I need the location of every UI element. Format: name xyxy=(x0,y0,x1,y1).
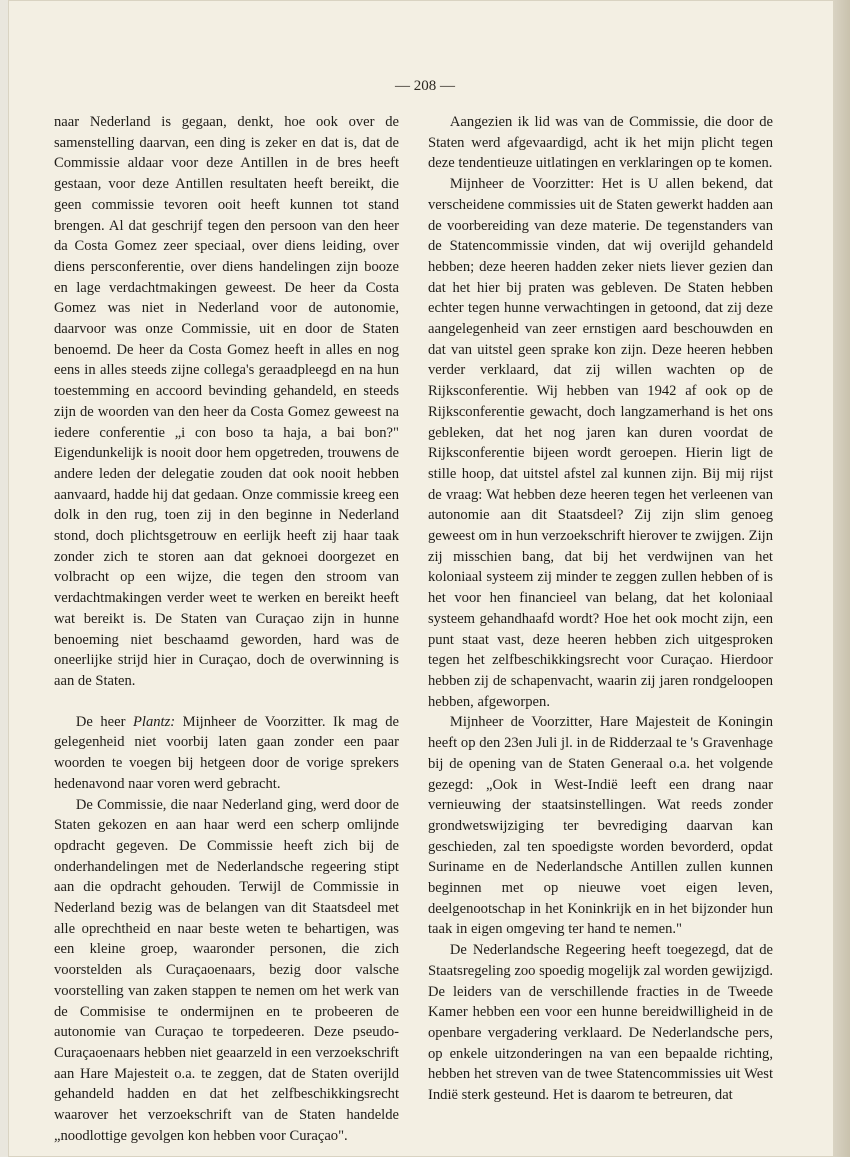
right-paragraph-1: Aangezien ik lid was van de Commissie, die door de Staten werd afgevaardigd, acht ik het mijn plicht tegen deze tendentieuze uitlatingen en verklaringen op te komen. xyxy=(428,114,773,172)
left-column xyxy=(54,112,399,1146)
speaker-name: Plantz: xyxy=(132,713,176,730)
page-number: — 208 — xyxy=(395,78,455,94)
right-paragraph-2: Mijnheer de Voorzitter: Het is U allen bekend, dat verscheidene commissies uit de Staten gewerkt hadden aan de voorbereiding van deze materie. De tegenstanders van de Statencommissie vinden, dat wij overijld gehandeld hebben; deze heeren hadden zeker niets liever gezien dan dat het hier bij praten was gebleven. De Staten hebben echter tegen hunne verwachtingen in getoond, dat zij deze aangelegenheid van zeer ernstigen aard beschouwden en dat van uitstel geen sprake kon zijn. Deze heeren hebben verder verklaard, dat zij willen wachten op de Rijksconferentie. Wij hebben van 1942 af ook op de Rijksconferentie gewacht, doch langzamerhand is het ons gebleken, dat het nog jaren kan duren voordat de Rijksconferentie bijeen wordt geroepen. Hierin ligt de stille hoop, dat uitstel afstel zal kunnen zijn. Bij mij rijst de vraag: Wat hebben deze heeren tegen het verleenen van autonomie aan dit Staatsdeel? Zij zijn slim genoeg geweest om in hun verzoekschrift hierover te zwijgen. Zijn zij misschien bang, dat bij het verdwijnen van het koloniaal systeem zij minder te zeggen zullen hebben of is het voor hen financieel van belang, dat het koloniaal systeem gehandhaafd wordt? Hoe het ook mocht zijn, een punt staat vast, deze heeren hebben zich uitgesproken tegen het zelfbeschikkingsrecht voor Curaçao. Hierdoor hebben zij de schapenvacht, waarin zij jaren rondgeloopen hebben, afgeworpen. xyxy=(428,176,773,710)
right-paragraph-4: De Nederlandsche Regeering heeft toegezegd, dat de Staatsregeling zoo spoedig mogelijk zal worden gewijzigd. De leiders van de verschillende fracties in de Tweede Kamer hebben een voor een hunne bereidwilligheid in de openbare vergadering verklaard. De Nederlandsche pers, op enkele uitzonderingen na van een bepaalde richting, hebben het streven van de twee Statencommissies uit West Indië sterk gesteund. Het is daarom te betreuren, dat xyxy=(428,942,773,1104)
speaker-text: Mijnheer de Voorzitter. Ik mag de gelegenheid niet voorbij laten gaan zonder een paar woorden te voegen bij hetgeen door de vorige sprekers hedenavond naar voren werd gebracht. xyxy=(54,713,399,792)
right-column xyxy=(428,112,773,1106)
left-paragraph-1: naar Nederland is gegaan, denkt, hoe ook over de samenstelling daarvan, een ding is zeker en dat is, dat de Commissie aldaar voor deze Antillen in de bres heeft gestaan, voor deze Antillen resultaten heeft bereikt, die geen commissie tevoren ooit heeft kunnen tot stand brengen. Al dat geschrijf tegen den persoon van den heer da Costa Gomez zeer speciaal, over diens leiding, over diens persconferentie, over diens handelingen zijn booze en lage verdachtmakingen geweest. De heer da Costa Gomez was niet in Nederland voor de autonomie, daarvoor was onze Commissie, uit en door de Staten benoemd. De heer da Costa Gomez heeft in alles en nog eens in alles steeds zijne collega's geraadpleegd en na hun toestemming en accoord bevinding gehandeld, en steeds zijn de woorden van den heer da Costa Gomez geweest na iedere conferentie „i con boso ta haja, a bai bon?" Eigendunkelijk is nooit door hem opgetreden, trouwens de andere leden der delegatie zouden dat ook nooit hebben aanvaard, hadde hij dat gedaan. Onze commissie kreeg een dolk in den rug, toen zij in den beginne in Nederland stond, doch plichtsgetrouw en eerlijk heeft zij haar taak zonder zich te storen aan dat geknoei doorgezet en volbracht op een wijze, die tegen den stroom van verdachtmakingen verder weet te werken en bereikt heeft wat bereikt is. De Staten van Curaçao zijn in hunne benoeming niet beschaamd geworden, hard was de oneerlijke strijd hier in Curaçao, doch de overwinning is aan de Staten. xyxy=(54,114,399,689)
left-paragraph-3: De Commissie, die naar Nederland ging, werd door de Staten gekozen en aan haar werd een scherp omlijnde opdracht gegeven. De Commissie heeft zich bij de onderhandelingen met de Nederlandsche regeering stipt aan die opdracht gehouden. Terwijl de Commissie in Nederland bezig was de belangen van dit Staatsdeel met alle oprechtheid en naar beste weten te behartigen, was een kleine groep, waaronder personen, die zich voorstelden als Curaçaoenaars, bezig door valsche voorstelling van zaken stappen te nemen om het werk van de Commisise te ondermijnen en te probeeren de autonomie van Curaçao te torpedeeren. Deze pseudo-Curaçaoenaars hebben niet geaarzeld in een verzoekschrift aan Hare Majesteit o.a. te zeggen, dat de Staten overijld gehandeld hadden en dat het zelfbeschikkingsrecht waarover het verzoekschrift van de Staten handelde „noodlottige gevolgen kon hebben voor Curaçao". xyxy=(54,796,399,1144)
page-edge xyxy=(834,0,850,1157)
speaker-prefix: De heer xyxy=(75,713,133,730)
left-paragraph-2 xyxy=(54,712,399,795)
right-paragraph-3: Mijnheer de Voorzitter, Hare Majesteit de Koningin heeft op den 23en Juli jl. in de Ridderzaal te 's Gravenhage bij de opening van de Staten Generaal o.a. het volgende gezegd: „Ook in West-Indië leeft een drang naar vernieuwing der staatsinstellingen. Wat reeds zonder grondwetswijziging ter bevrediging daarvan kan geschieden, zal ten spoedigste worden bevorderd, opdat Suriname en de Nederlandsche Antillen zullen kunnen beginnen met op nieuwe voet eigen leven, deelgenootschap in het Koninkrijk en in het bijzonder hun taak in eigen omgeving ter hand te nemen." xyxy=(428,714,773,938)
